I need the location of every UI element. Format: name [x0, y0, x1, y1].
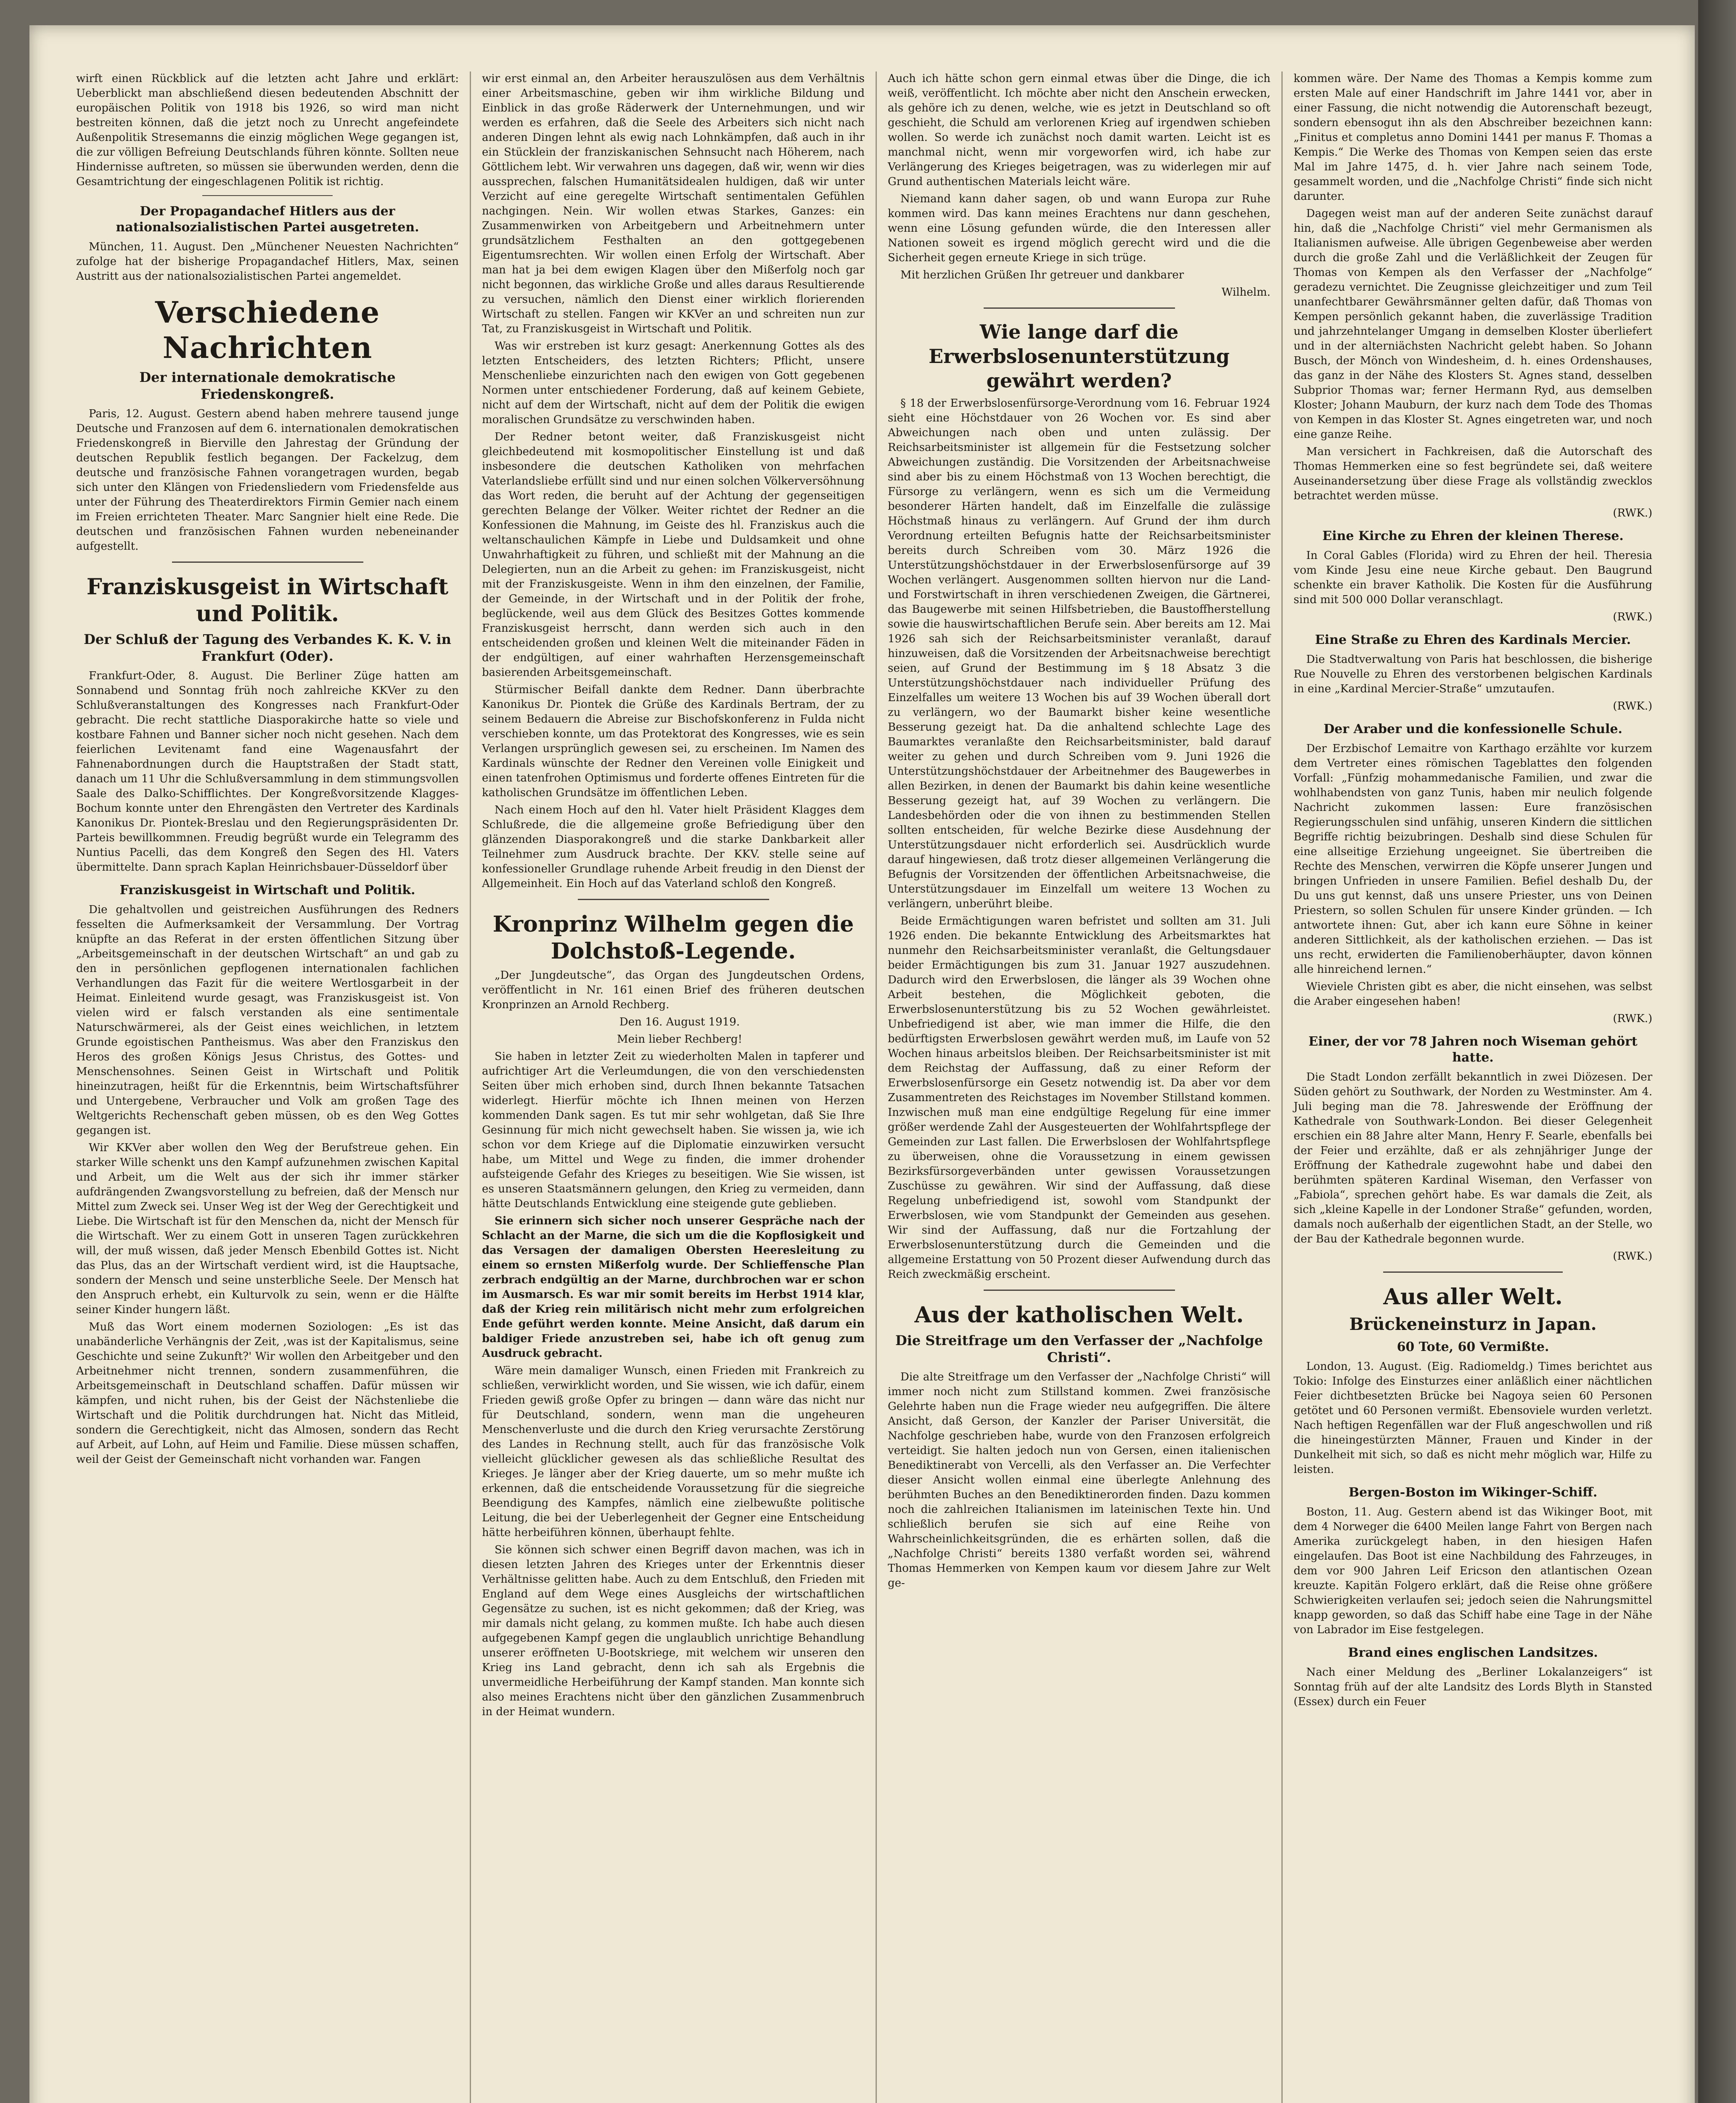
article-text: Die Stadt London zerfällt bekanntlich in zwei Diözesen. Der Süden gehört zu Southwark, der Norden zu Westminster. Am 4. Juli beging man die 78. Jahreswende der Eröffnung der Kathedrale von Southwark-London. Bei dieser Gelegenheit erschien ein 88 Jahre alter Mann, Henry F. Searle, ebenfalls bei der Feier und erzählte, daß er als zehnjähriger Junge der Eröffnung der Kathedrale zugewohnt habe und dabei den berühmten späteren Kardinal Wiseman, den Verfasser von „Fabiola“, sprechen gehört habe. Es war damals die Zeit, als sich „kleine Kapelle in der Londoner Straße“ gefunden, worden, damals noch außerhalb der eigentlichen Stadt, an der Stelle, wo der Bau der Kathedrale begonnen wurde.: [1294, 1071, 1652, 1245]
article-text: Auch ich hätte schon gern einmal etwas über die Dinge, die ich weiß, veröffentlicht. Ich möchte aber nicht den Anschein erwecken, als gehöre ich zu denen, welche, wie es jetzt in Deutschland so oft geschieht, die Schuld am verlorenen Krieg auf irgendwen schieben wollen. So werde ich zunächst noch damit warten. Leicht ist es manchmal nicht, wenn mir vorgeworfen wird, ich habe zur Verlängerung des Krieges beigetragen, was zu widerlegen mir auf Grund authentischen Materials leicht wäre.: [888, 72, 1270, 188]
section-title: Aus aller Welt.: [1383, 1284, 1563, 1310]
headline: Der Propagandachef Hitlers aus der nationalsozialistischen Partei ausgetreten.: [116, 204, 419, 235]
column-3: [877, 72, 1283, 2103]
article-text: Die gehaltvollen und geistreichen Ausführungen des Redners fesselten die Aufmerksamkeit der Versammlung. Der Vortrag knüpfte an das Referat in der ersten öffentlichen Sitzung über „Arbeitsgemeinschaft in der deutschen Wirtschaft“ an und gab zu den in persönlichen gepflogenen internationalen fachlichen Verhandlungen das Fazit für die weitere Wertlosgarbeit in der Heimat. Einleitend wurde gesagt, was Franziskusgeist ist. Von vielen wird er falsch verstanden als eine sentimentale Naturschwärmerei, als der Geist eines weichlichen, in letztem Grunde egoistischen Pantheismus. Was aber den Franziskus den Heros des großen Königs Jesus Christus, des Gottes- und Menschensohnes. Seinen Geist in Wirtschaft und Politik hineinzutragen, heißt für die Erkenntnis, beim Wirtschaftsführer und Untergebene, Verbraucher und Volk am großen Tage des Weltgerichts Rechenschaft geben müssen, ob es den Weg Gottes gegangen ist.: [76, 903, 459, 1137]
divider: [202, 195, 332, 196]
article-text: Der Erzbischof Lemaitre von Karthago erzählte vor kurzem dem Vertreter eines römischen Tageblattes den folgenden Vorfall: „Fünfzig mohammedanische Familien, und zwar die wohlhabendsten von ganz Tunis, haben mir neulich folgende Nachricht zukommen lassen: Eure französischen Regierungsschulen sind unfähig, unseren Kindern die sittlichen Begriffe richtig beizubringen. Deshalb sind diese Schulen für eine allseitige Erziehung ungeeignet. Sie übertreiben die Rechte des Menschen, verwirren die Köpfe unserer Jungen und bringen Unfrieden in unsere Familien. Befiel deshalb Du, der Du uns gut kennst, daß uns unsere Priester, uns von Deinen Priestern, so sollen Schulen für unsere Kinder gründen. — Ich antwortete ihnen: Gut, aber ich kann eure Söhne in keiner anderen Sittlichkeit, als der katholischen erziehen. — Das ist uns recht, erwiderten die Familienoberhäupter, davon können alle hinreichend lernen.“: [1294, 742, 1652, 976]
divider: [1383, 1271, 1563, 1273]
headline: Franziskusgeist in Wirtschaft und Politik.: [86, 574, 449, 627]
column-1: [65, 72, 471, 2103]
section-title: Verschiedene Nachrichten: [155, 295, 380, 365]
article-text: Sie haben in letzter Zeit zu wiederholten Malen in tapferer und aufrichtiger Art die Verleumdungen, die von den verschiedensten Seiten über mich erhoben sind, durch Ihnen bekannte Tatsachen widerlegt. Hierfür möchte ich Ihnen meinen von Herzen kommenden Dank sagen. Es tut mir sehr wohlgetan, daß Sie Ihre Gesinnung für mich nicht gewechselt haben. Sie wissen ja, wie ich schon vor dem Kriege auf die Diplomatie einzuwirken versucht habe, um Mittel und Wege zu finden, die immer drohender aufsteigende Gefahr des Krieges zu beseitigen. Wie Sie wissen, ist es unseren Staatsmännern gelungen, den Krieg zu vermeiden, dann hätte Deutschlands Entwicklung eine steigende gute geblieben.: [482, 1050, 865, 1210]
source-credit: (RWK.): [1613, 1250, 1652, 1263]
article-text: Sie können sich schwer einen Begriff davon machen, was ich in diesen letzten Jahren des Krieges unter der Erkenntnis dieser Verhältnisse gelitten habe. Auch zu dem Entschluß, den Frieden mit England auf dem Wege eines Ausgleichs der wirtschaftlichen Gegensätze zu suchen, ist es nicht gekommen; daß der Krieg, was mir damals nicht gelang, zu kommen mußte. Ich habe auch diesen aufgegebenen Kampf gegen die unglaublich unrichtige Behandlung unserer eröffneten U-Bootskriege, mit welchem wir unseren den Krieg ins Land gebracht, denn ich sah als Ergebnis die unvermeidliche Herbeiführung der Kampf standen. Man konnte sich also meines Erachtens nicht über den gänzlichen Zusammenbruch in der Heimat wundern.: [482, 1544, 865, 1718]
newspaper-columns: [65, 72, 1663, 2103]
article-text: Nach einer Meldung des „Berliner Lokalanzeigers“ ist Sonntag früh auf der alte Landsitz des Lords Blyth in Stansted (Essex) durch ein Feuer: [1294, 1666, 1652, 1708]
article-text: Stürmischer Beifall dankte dem Redner. Dann überbrachte Kanonikus Dr. Piontek die Grüße des Kardinals Bertram, der zu seinem Bedauern die Abreise zur Bischofskonferenz in Fulda nicht verschieben konnte, um das Protektorat des Kongresses, wie es sein Verlangen ursprünglich gewesen sei, zu erscheinen. Im Namen des Kardinals wünschte der Redner den Vereinen volle Einigkeit und einen tatenfrohen Optimismus und forderte offenes Eintreten für die katholischen Grundsätze im öffentlichen Leben.: [482, 683, 865, 799]
article-text: Wieviele Christen gibt es aber, die nicht einsehen, was selbst die Araber eingesehen haben!: [1294, 980, 1652, 1008]
headline: Einer, der vor 78 Jahren noch Wiseman gehört hatte.: [1308, 1034, 1638, 1065]
source-credit: (RWK.): [1613, 611, 1652, 623]
article-text: Die alte Streitfrage um den Verfasser der „Nachfolge Christi“ will immer noch nicht zum Stillstand kommen. Zwei französische Gelehrte haben nun die Frage wieder neu aufgegriffen. Die ältere Ansicht, daß Gerson, der Kanzler der Pariser Universität, die Nachfolge geschrieben habe, wurde von den Franzosen erfolgreich verteidigt. Sie halten jedoch nun von Gersen, einen italienischen Benediktinerabt von Vercelli, als den Verfasser an. Die Verfechter dieser Ansicht wollen einmal eine überlegte Anlehnung des berühmten Buches an den Benediktinerorden finden. Dazu kommen noch die zahlreichen Italianismen im lateinischen Texte hin. Und schließlich berufen sie sich auf eine Reihe von Wahrscheinlichkeitsgründen, die es erhärten sollen, daß die „Nachfolge Christi“ bereits 1380 verfaßt worden sei, während Thomas Hemmerken von Kempen kaum vor diesem Jahre zur Welt ge-: [888, 1371, 1270, 1589]
article-text: Wir KKVer aber wollen den Weg der Berufstreue gehen. Ein starker Wille schenkt uns den Kampf aufzunehmen zwischen Kapital und Arbeit, um die Welt aus der sich ihr immer stärker aufdrängenden Zwangsvorstellung zu befreien, daß der Mensch nur Mittel zum Zweck sei. Unser Weg ist der Weg der Gerechtigkeit und Liebe. Die Wirtschaft ist für den Menschen da, nicht der Mensch für die Wirtschaft. Wer zu einem Gott in unseren Tagen zurückkehren will, der muß wissen, daß jeder Mensch Ebenbild Gottes ist. Nicht das Plus, das an der Wirtschaft verdient wird, ist die Hauptsache, sondern der Mensch und seine unsterbliche Seele. Der Mensch hat den Anspruch erhebt, ein Kulturvolk zu sein, wenn er die Hälfte seiner Kinder hungern läßt.: [76, 1142, 459, 1316]
column-4: [1283, 72, 1663, 2103]
article-text: München, 11. August. Den „Münchener Neuesten Nachrichten“ zufolge hat der bisherige Propagandachef Hitlers, Max, seinen Austritt aus der nationalsozialistischen Partei angemeldet.: [76, 241, 459, 283]
headline: Der Araber und die konfessionelle Schule.: [1323, 722, 1622, 736]
source-credit: (RWK.): [1613, 700, 1652, 712]
subheadline: Franziskusgeist in Wirtschaft und Politik.: [119, 883, 415, 898]
article-text: wirft einen Rückblick auf die letzten acht Jahre und erklärt: Ueberblickt man abschließend diesen bedeutenden Abschnitt der europäischen Politik von 1918 bis 1926, so wird man nicht bestreiten können, daß die jetzt noch zu Unrecht angefeindete Außenpolitik Stresemanns die einzig möglichen Wege gegangen ist, die zur völligen Befreiung Deutschlands führen könnte. Sollten neue Hindernisse auftreten, so müssen sie überwunden werden, denn die Gesamtrichtung der eingeschlagenen Politik ist richtig.: [76, 72, 459, 188]
article-text: Niemand kann daher sagen, ob und wann Europa zur Ruhe kommen wird. Das kann meines Erachtens nur dann geschehen, wenn eine Lösung gefunden würde, die den Interessen aller Nationen soweit es irgend möglich gerecht wird und die die Sicherheit gegen erneute Kriege in sich trüge.: [888, 193, 1270, 264]
headline: Brückeneinsturz in Japan.: [1349, 1314, 1597, 1334]
article-text: Frankfurt-Oder, 8. August. Die Berliner Züge hatten am Sonnabend und Sonntag früh noch zahlreiche KKVer zu den Schlußveranstaltungen des Kongresses nach Frankfurt-Oder gebracht. Die recht stattliche Diasporakirche hatte so viele und kostbare Fahnen und Banner sicher noch nicht gesehen. Nach dem feierlichen Levitenamt fand eine Wagenausfahrt der Fahnenabordnungen durch die Hauptstraßen der Stadt statt, danach um 11 Uhr die Schlußversammlung in dem stimmungsvollen Saale des Dalko-Schifflichtes. Der Kongreßvorsitzende Klagges-Bochum konnte unter den Ehrengästen den Vertreter des Kardinals Kanonikus Dr. Piontek-Breslau und den Regierungspräsidenten Dr. Parteis bewillkommnen. Freudig begrüßt wurde ein Telegramm des Nuntius Pacelli, das dem Kongreß den Segen des Hl. Vaters übermittelte. Dann sprach Kaplan Heinrichsbauer-Düsseldorf über: [76, 670, 459, 874]
letter-salutation: Mein lieber Rechberg!: [617, 1033, 742, 1046]
headline: Der internationale demokratische Friedenskongreß.: [139, 369, 396, 402]
headline: Kronprinz Wilhelm gegen die Dolchstoß-Legende.: [492, 911, 854, 964]
source-credit: (RWK.): [1613, 507, 1652, 519]
article-text: wir erst einmal an, den Arbeiter herauszulösen aus dem Verhältnis einer Arbeitsmaschine, geben wir ihm wirkliche Bildung und Einblick in das große Räderwerk der Unternehmungen, und wir werden es erfahren, daß die Seele des Arbeiters sich nicht nach anderen Dingen lehnt als ewig nach Lohnkämpfen, daß auch in ihr ein Stücklein der franziskanischen Sehnsucht nach Höherem, nach Göttlichem lebt. Wir verwahren uns dagegen, daß wir, wenn wir dies aussprechen, falschen Humanitätsidealen huldigen, daß wir unter Verzicht auf eine geregelte Wirtschaft sentimentalen Gefühlen nachgingen. Nein. Wir wollen etwas Starkes, Ganzes: ein Zusammenwirken von Arbeitgebern und Arbeitnehmern unter grundsätzlichem Festhalten an den gottgegebenen Eigentumsrechten. Wir wollen einen Erfolg der Wirtschaft. Aber man hat ja bei dem ewigen Klagen über den Mißerfolg noch gar nicht begonnen, das wirkliche Große und alles daraus Resultierende zu versuchen, nämlich den Dienst einer wirklich florierenden Wirtschaft zu stellen. Fangen wir KKVer an und schreiten nun zur Tat, zu Franziskusgeist in Wirtschaft und Politik.: [482, 72, 865, 335]
headline: Eine Kirche zu Ehren der kleinen Therese.: [1322, 529, 1624, 543]
article-text: Nach einem Hoch auf den hl. Vater hielt Präsident Klagges dem Schlußrede, die die allgemeine große Befriedigung über den glänzenden Diasporakongreß und die starke Dankbarkeit aller Teilnehmer zum Ausdruck brachte. Der KKV. stelle seine auf konfessioneller Grundlage ruhende Arbeit freudig in den Dienst der Allgemeinheit. Ein Hoch auf das Vaterland schloß den Kongreß.: [482, 804, 865, 890]
subheadline: Der Schluß der Tagung des Verbandes K. K. V. in Frankfurt (Oder).: [84, 631, 451, 664]
article-text: Beide Ermächtigungen waren befristet und sollten am 31. Juli 1926 enden. Die bekannte Entwicklung des Arbeitsmarktes hat nunmehr den Reichsarbeitsminister veranlaßt, die Geltungsdauer beider Ermächtigungen bis zum 31. Januar 1927 auszudehnen. Dadurch wird den Erwerbslosen, die länger als 39 Wochen ohne Arbeit bestehen, die Möglichkeit geboten, die Erwerbslosenunterstützung bis zu 52 Wochen gewährleistet. Unbefriedigend ist aber, wie man immer die Hilfe, die den bedürftigsten Erwerbslosen gewährt werden muß, im Laufe von 52 Wochen hinaus arbeitslos bleiben. Der Reichsarbeitsminister ist mit dem Reichstag der Auffassung, daß zu einer Reform der Erwerbslosenfürsorge ein Gesetz notwendig ist. Da aber vor dem Zusammentreten des Reichstages im November Stillstand kommen. Inzwischen muß man eine endgültige Regelung für eine immer größer werdende Zahl der Ausgesteuerten der Wohlfahrtspflege der Gemeinden zur Last fallen. Die Erwerbslosen der Wohlfahrtspflege zu überweisen, ohne die Voraussetzung in einem gewissen Bezirksfürsorgeverbänden unter gewissen Voraussetzungen Zuschüsse zu gewähren. Wir sind der Auffassung, daß diese Regelung unbefriedigend ist, sowohl vom Standpunkt der Erwerbslosen, wie vom Standpunkt der Gemeinden aus gesehen. Wir sind der Auffassung, daß nur die Fortzahlung der Erwerbslosenunterstützung durch die Gemeinden und die allgemeine Erstattung von 50 Prozent dieser Aufwendung durch das Reich zweckmäßig erscheint.: [888, 915, 1270, 1281]
letter-signature: Wilhelm.: [1221, 286, 1270, 299]
article-text: Paris, 12. August. Gestern abend haben mehrere tausend junge Deutsche und Franzosen auf dem 6. internationalen demokratischen Friedenskongreß in Bierville den Jahrestag der Gründung der deutschen Republik festlich begangen. Der Fackelzug, dem deutsche und französische Fahnen vorangetragen wurden, begab sich unter den Klängen von Friedensliedern vom Friedensfelde aus unter der Führung des Theaterdirektors Firmin Gemier nach einem im Freien errichteten Theater. Marc Sangnier hielt eine Rede. Die deutschen und französischen Fahnen wurden nebeneinander aufgestellt.: [76, 408, 459, 553]
article-text: kommen wäre. Der Name des Thomas a Kempis komme zum ersten Male auf einer Handschrift im Jahre 1441 vor, aber in einer Fassung, die nicht notwendig die Autorenschaft bezeugt, sondern ebensogut ihn als den Abschreiber bezeichnen kann: „Finitus et completus anno Domini 1441 per manus F. Thomas a Kempis.“ Die Werke des Thomas von Kempen seien das erste Mal im Jahre 1475, d. h. vier Jahre nach seinem Tode, gesammelt worden, und die „Nachfolge Christi“ finde sich nicht darunter.: [1294, 72, 1652, 203]
letter-date: Den 16. August 1919.: [619, 1016, 740, 1028]
section-title: Aus der katholischen Welt.: [914, 1302, 1244, 1328]
article-text: London, 13. August. (Eig. Radiomeldg.) Times berichtet aus Tokio: Infolge des Einsturzes einer anläßlich einer nächtlichen Feier dichtbesetzten Brücke bei Nagoya seien 60 Personen getötet und 60 Personen vermißt. Ebensoviele wurden verletzt. Nach heftigen Regenfällen war der Fluß angeschwollen und riß die hineingestürzten Männer, Frauen und Kinder in der Dunkelheit mit sich, so daß es nicht mehr möglich war, Hilfe zu leisten.: [1294, 1360, 1652, 1476]
headline: Wie lange darf die Erwerbslosenunterstützung gewährt werden?: [929, 320, 1230, 392]
source-credit: (RWK.): [1613, 1012, 1652, 1025]
adjacent-page-edge: [1698, 0, 1736, 2103]
article-text: Die Stadtverwaltung von Paris hat beschlossen, die bisherige Rue Nouvelle zu Ehren des verstorbenen belgischen Kardinals in eine „Kardinal Mercier-Straße“ umzutaufen.: [1294, 653, 1652, 695]
article-text: Boston, 11. Aug. Gestern abend ist das Wikinger Boot, mit dem 4 Norweger die 6400 Meilen lange Fahrt von Bergen nach Amerika zurückgelegt haben, in den hiesigen Hafen eingelaufen. Das Boot ist eine Nachbildung des Fahrzeuges, in dem vor 900 Jahren Leif Ericson den atlantischen Ozean kreuzte. Kapitän Folgero erklärt, daß die Reise ohne größere Schwierigkeiten verlaufen sei; jedoch seien die Nahrungsmittel knapp geworden, so daß das Schiff habe eine Tage in der Nähe von Labrador im Eise festgelegen.: [1294, 1506, 1652, 1636]
article-text: Sie erinnern sich sicher noch unserer Gespräche nach der Schlacht an der Marne, die sich um die die Kopflosigkeit und das Versagen der damaligen Obersten Heeresleitung zu einem so ernsten Mißerfolg wurde. Der Schlieffensche Plan zerbrach endgültig an der Marne, durchbrochen war er schon im Ausmarsch. Es war mir somit bereits im Herbst 1914 klar, daß der Krieg rein militärisch nicht mehr zum erfolgreichen Ende geführt werden konnte. Meine Ansicht, daß darum ein baldiger Friede anzustreben sei, habe ich oft genug zum Ausdruck gebracht.: [482, 1215, 865, 1360]
article-text: Muß das Wort einem modernen Soziologen: „Es ist das unabänderliche Verhängnis der Zeit, ,was ist der Kapitalismus, seine Geschichte und seine Zukunft?' Wir wollen den Arbeitgeber und den Arbeitnehmer nicht trennen, sondern zusammenführen, die Arbeitsgemeinschaft in Deutschland schaffen. Dafür müssen wir kämpfen, und nicht ruhen, bis der Geist der Nächstenliebe die Wirtschaft und die Politik durchdrungen hat. Nicht das Mitleid, sondern die Gerechtigkeit, nicht das Almosen, sondern das Recht auf Arbeit, auf Lohn, auf Heim und Familie. Diese müssen schaffen, weil der Geist der Gemeinschaft nicht vorhanden war. Fangen: [76, 1321, 459, 1466]
subheadline: 60 Tote, 60 Vermißte.: [1397, 1340, 1549, 1354]
divider: [172, 562, 363, 563]
article-text: Man versichert in Fachkreisen, daß die Autorschaft des Thomas Hemmerken eine so fest begründete sei, daß weitere Auseinandersetzung über diese Frage als vollständig zwecklos betrachtet werden müsse.: [1294, 445, 1652, 502]
divider: [984, 1290, 1175, 1291]
article-text: Wäre mein damaliger Wunsch, einen Frieden mit Frankreich zu schließen, verwirklicht worden, und Sie wissen, wie ich dafür, einem Frieden gewiß große Opfer zu bringen — dann wäre das nicht nur für Deutschland, sondern, wenn man die ungeheuren Menschenverluste und die durch den Krieg verursachte Zerstörung des Landes in Rechnung stellt, auch für das französische Volk vielleicht glücklicher gewesen als das schließliche Resultat des Krieges. Je länger aber der Krieg dauerte, um so mehr mußte ich erkennen, daß die entscheidende Voraussetzung für die siegreiche Beendigung des Kampfes, nämlich eine zielbewußte politische Leitung, die bei der Ueberlegenheit der Gegner eine Entscheidung hätte herbeiführen können, überhaupt fehlte.: [482, 1364, 865, 1539]
article-text: Dagegen weist man auf der anderen Seite zunächst darauf hin, daß die „Nachfolge Christi“ viel mehr Germanismen als Italianismen aufweise. Alle übrigen Gegenbeweise aber werden durch die große Zahl und die Verläßlichkeit der Zeugen für Thomas von Kempen als den Verfasser der „Nachfolge“ geradezu vernichtet. Die Zeugnisse gleichzeitiger und zum Teil unanfechtbarer Gewährsmänner gelten dafür, daß Thomas von Kempen persönlich gekannt haben, die zuverlässige Tradition und jahrzehntelanger Umgang in demselben Kloster überliefert und in der alterniächsten Nachricht gelebt haben. So Johann Busch, der Mönch von Windesheim, d. h. eines Ordenshauses, das ganz in der Nähe des Klosters St. Agnes stand, desselben Subprior Thomas war; ferner Hermann Ryd, aus demselben Kloster; Johann Mauburn, der kurz nach dem Tode des Thomas von Kempen in das Kloster St. Agnes eingetreten war, und noch eine ganze Reihe.: [1294, 207, 1652, 441]
letter-closing: Mit herzlichen Grüßen Ihr getreuer und dankbarer: [900, 269, 1184, 281]
subheadline: Die Streitfrage um den Verfasser der „Nachfolge Christi“.: [895, 1332, 1263, 1365]
article-text: In Coral Gables (Florida) wird zu Ehren der heil. Theresia vom Kinde Jesu eine neue Kirche gebaut. Den Baugrund schenkte ein braver Katholik. Die Kosten für die Ausführung sind mit 500 000 Dollar veranschlagt.: [1294, 549, 1652, 606]
article-text: Der Redner betont weiter, daß Franziskusgeist nicht gleichbedeutend mit kosmopolitischer Einstellung ist und daß insbesondere die deutschen Katholiken von mehrfachen Vaterlandsliebe erfüllt sind und nur einen solchen Völkerversöhnung das Wort reden, die beruht auf der Achtung der gegenseitigen gerechten Belange der Völker. Weiter richtet der Redner an die Konfessionen die Mahnung, im Geiste des hl. Franziskus auch die weltanschaulichen Kämpfe in Liebe und Duldsamkeit und ohne Unwahrhaftigkeit zu führen, und schließt mit der Mahnung an die Delegierten, nun an die Arbeit zu gehen: im Franziskusgeist, nicht mit der Franziskusgeiste. Wenn in ihm den einzelnen, der Familie, der Gemeinde, in der Wirtschaft und in der Politik der frohe, beglückende, weil aus dem Glück des Besitzes Gottes kommende Franziskusgeist herrscht, dann werden sich auch in den entscheidenden großen und kleinen Welt die miteinander Fäden in der endgültigen, auf einer wahrhaften Herzensgemeinschaft basierenden Arbeitsgemeinschaft.: [482, 431, 865, 679]
headline: Eine Straße zu Ehren des Kardinals Mercier.: [1315, 633, 1631, 647]
column-2: [471, 72, 877, 2103]
divider: [578, 899, 769, 900]
divider: [984, 307, 1175, 309]
headline: Brand eines englischen Landsitzes.: [1348, 1645, 1598, 1660]
article-text: „Der Jungdeutsche“, das Organ des Jungdeutschen Ordens, veröffentlicht in Nr. 161 einen Brief des früheren deutschen Kronprinzen an Arnold Rechberg.: [482, 969, 865, 1011]
article-text: Was wir erstreben ist kurz gesagt: Anerkennung Gottes als des letzten Entscheiders, des letzten Richters; Pflicht, unsere Menschenliebe einzurichten nach den ewigen von Gott gegebenen Normen unter entschiedener Forderung, daß auf keinem Gebiete, nicht auf dem der Wirtschaft, nicht auf dem der Politik die ewigen moralischen Grundsätze zu verschwinden haben.: [482, 340, 865, 426]
article-text: § 18 der Erwerbslosenfürsorge-Verordnung vom 16. Februar 1924 sieht eine Höchstdauer von 26 Wochen vor. Es sind aber Abweichungen nach oben und unten zulässig. Der Reichsarbeitsminister ist allgemein für die Festsetzung solcher Abweichungen zuständig. Die Vorsitzenden der Arbeitsnachweise sind aber bis zu einem Höchstmaß von 13 Wochen berechtigt, die Fürsorge zu verlängern, wenn es sich um die Vermeidung besonderer Härten handelt, daß im Einzelfalle die zulässige Höchstmaß hinaus zu verlängern. Auf Grund der ihm durch Verordnung erteilten Befugnis hatte der Reichsarbeitsminister bereits durch Schreiben vom 30. März 1926 die Unterstützungshöchstdauer in der Erwerbslosenfürsorge auf 39 Wochen verlängert. Ausgenommen sollten hiervon nur die Land- und Forstwirtschaft in ihren verschiedenen Zweigen, die Gärtnerei, das Baugewerbe mit seinen Hilfsbetrieben, die Baustoffherstellung sowie die hauswirtschaftlichen Berufe sein. Aber bereits am 12. Mai 1926 sah sich der Reichsarbeitsminister veranlaßt, darauf hinzuweisen, daß die Vorsitzenden der Arbeitsnachweise berechtigt seien, auf Grund der Bestimmung im § 18 Absatz 3 die Unterstützungshöchstdauer nach individueller Prüfung des Einzelfalles um weitere 13 Wochen bis auf 39 Wochen überall dort zu verlängern, wo der Baumarkt bisher keine wesentliche Besserung gezeigt hat. Da die anhaltend schlechte Lage des Baumarktes veranlaßte den Reichsarbeitsminister, bald darauf weiter zu gehen und durch Schreiben vom 9. Juni 1926 die Unterstützungshöchstdauer der Arbeitnehmer des Baugewerbes in allen Bezirken, in denen der Baumarkt bis dahin keine wesentliche Besserung gezeigt hat, auf 39 Wochen zu verlängern. Die Landesbehörden oder die von ihnen zu bestimmenden Stellen sollten entscheiden, für welche Bezirke diese Ausdehnung der Unterstützungsdauer nicht erforderlich sei. Ausdrücklich wurde darauf hingewiesen, daß trotz dieser allgemeinen Verlängerung die Befugnis der Vorsitzenden der öffentlichen Arbeitsnachweise, die Unterstützungsdauer im Einzelfall um weitere 13 Wochen zu verlängern, unberührt bleibe.: [888, 397, 1270, 910]
headline: Bergen-Boston im Wikinger-Schiff.: [1348, 1485, 1598, 1500]
